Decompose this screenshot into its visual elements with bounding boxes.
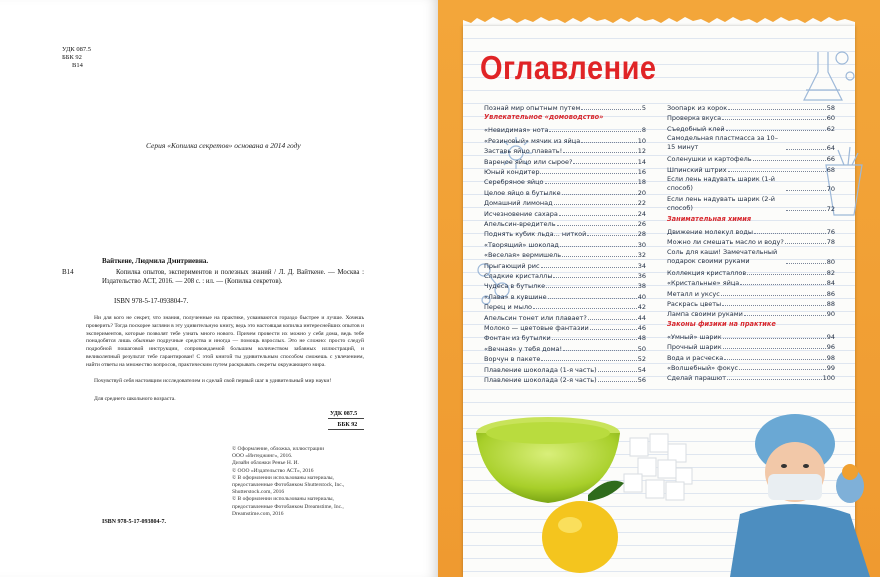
toc-entry[interactable] [484,228,646,238]
toc-page-number: 94 [826,332,835,341]
dot-leader [554,204,637,205]
toc-page-number: 24 [637,209,646,218]
toc-entry[interactable] [667,372,835,382]
toc-page-number: 86 [826,289,835,298]
toc-entry[interactable] [667,298,835,308]
toc-entry-title: Фонтан из бутылки [484,334,551,343]
toc-entry[interactable] [484,135,646,145]
toc-entry-title: Апельсин тонет или плавает? [484,313,587,322]
toc-entry[interactable] [484,332,646,342]
dot-leader [562,194,637,195]
toc-entry[interactable] [484,322,646,332]
toc-entry-title: Прыгающий рис [484,261,540,270]
toc-page-number: 80 [826,257,835,266]
dot-leader [598,371,637,372]
toc-page-number: 84 [826,279,835,288]
toc-entry[interactable] [484,208,646,218]
dot-leader [598,381,637,382]
dot-leader [588,319,637,320]
dot-leader [541,267,637,268]
dot-leader [728,109,826,110]
toc-entry-title: Зоопарк из корок [667,104,728,112]
toc-entry-title: «Веселая» вермишель [484,251,562,260]
toc-entry-title: Соль для каши! Замечательный подарок своими руками [667,247,778,265]
toc-page-number: 98 [826,353,835,362]
dot-leader [590,329,637,330]
dot-leader [563,350,637,351]
toc-section-heading: Увлекательное «домоводство» [484,113,604,122]
dot-leader [723,338,826,339]
toc-page-number: 96 [826,343,835,352]
toc-entry-title: Познай мир опытным путем [484,104,581,112]
toc-entry[interactable] [484,218,646,228]
toc-entry-title: Раскрась цветы [667,300,722,308]
dot-leader [540,173,636,174]
right-page-contents [438,0,880,577]
toc-entry-title: Плавление шоколада (2-я часть) [484,376,597,384]
dot-leader [548,298,637,299]
toc-page-number: 78 [826,238,835,247]
toc-entry-title: Если лень надувать шарик (2-й способ) [667,195,776,212]
toc-entry[interactable] [667,352,835,362]
left-page-imprint [0,0,438,577]
toc-entry-title: Ворчун в пакете [484,355,541,364]
toc-page-number: 8 [641,126,646,135]
toc-page-number: 90 [826,310,835,319]
toc-entry-title: Заставь яйцо плавать! [484,147,563,156]
toc-entry[interactable] [484,187,646,197]
sugar-cubes-image [618,430,698,505]
copyright-line: предоставленные Фотобанком Shutterstock, Inc., [232,482,345,489]
page-title: Оглавление [480,50,657,87]
copyright-line: © ООО «Издательство АСТ», 2016 [232,467,314,474]
dot-leader [724,359,825,360]
dot-leader [739,369,826,370]
toc-entry[interactable] [484,197,646,207]
toc-entry-title: «Умный» шарик [667,332,722,341]
toc-page-number: 40 [637,292,646,301]
dot-leader [747,274,826,275]
toc-entry-title: «Кристальные» яйца [667,279,740,288]
divider [328,418,364,419]
dot-leader [740,284,825,285]
dot-leader [573,163,636,164]
toc-page-number: 12 [637,147,646,156]
toc-page-number: 28 [637,230,646,239]
toc-entry[interactable] [484,291,646,301]
toc-entry-title: Перец и мыло [484,303,532,312]
call-number-side: В14 [62,268,74,276]
dot-leader [744,315,826,316]
toc-entry[interactable] [484,270,646,280]
toc-page-number: 22 [637,199,646,208]
dot-leader [727,379,822,380]
toc-page-number: 18 [637,178,646,187]
toc-entry-title: «Волшебный» фокус [667,364,739,372]
bibliographic-text: Копилка опытов, экспериментов и полезных знаний / Л. Д. Вайткене. — Москва : Издательство АСТ, 2016. — 208 с. : ил. — (Копилка секретов). [102,269,364,285]
toc-entry[interactable] [667,133,835,152]
toc-page-number: 42 [637,303,646,312]
toc-entry[interactable] [484,124,646,134]
copyright-block [232,446,372,518]
dot-leader [722,305,826,306]
copyright-line: Дизайн обложки Ренье Н. И. [232,460,299,467]
toc-entry-title: Металл и уксус [667,289,720,298]
toc-page-number: 14 [637,157,646,166]
dot-leader [553,277,636,278]
toc-page-number: 54 [637,365,646,374]
bibliographic-record [102,268,364,286]
toc-page-number: 38 [637,282,646,291]
toc-entry-title: Соленушки и картофель [667,155,752,164]
toc-entry[interactable] [484,364,646,374]
toc-page-number: 88 [826,300,835,308]
toc-page-number: 72 [826,205,835,213]
toc-entry[interactable] [484,312,646,322]
dot-leader [559,215,637,216]
toc-entry-title: Юный кондитер [484,168,540,176]
toc-entry[interactable] [667,236,835,246]
toc-page-number: 52 [637,355,646,364]
child-scientist-image [710,404,880,577]
toc-entry-title: Плавление шоколада (1-я часть) [484,365,597,374]
dot-leader [562,256,637,257]
toc-page-number: 34 [637,261,646,270]
toc-page-number: 58 [826,104,835,112]
dot-leader [785,243,826,244]
toc-entry-title: Исчезновение сахара [484,209,558,218]
dot-leader [786,210,826,211]
dot-leader [541,360,636,361]
toc-entry-title: Чудеса в бутылке [484,282,546,291]
toc-entry[interactable] [667,341,835,351]
toc-entry[interactable] [667,331,835,341]
toc-entry[interactable] [667,194,835,213]
toc-entry-title: Сладкие кристаллы [484,272,553,280]
toc-entry-title: Если лень надувать шарик (1-й способ) [667,175,776,192]
toc-entry-title: Самодельная пластмасса за 10–15 минут [667,134,778,152]
dot-leader [560,246,637,247]
toc-entry[interactable] [667,362,835,372]
toc-section-heading: Законы физики на практике [667,319,776,328]
toc-entry[interactable] [484,343,646,353]
dot-leader [754,233,826,234]
dot-leader [726,130,826,131]
udk-block [62,46,91,70]
copyright-line: Dreamstime.com, 2016 [232,510,284,517]
toc-page-number: 66 [826,155,835,164]
toc-entry-title: Сделай парашют [667,374,727,383]
copyright-line: © В оформлении использованы материалы, [232,474,334,481]
copyright-line: ООО «Интеджинг», 2016. [232,453,293,460]
toc-entry-title: «Вечная» у тебя дома! [484,344,563,353]
toc-page-number: 76 [826,228,835,236]
toc-page-number: 44 [637,313,646,322]
toc-page-number: 68 [826,165,835,174]
toc-entry[interactable] [484,374,646,384]
toc-entry-title: Домашний лимонад [484,199,553,208]
toc-entry-title: Молоко — цветовые фантазии [484,324,589,332]
toc-entry-title: Апельсин-вредитель [484,220,556,228]
isbn-line [102,297,188,305]
isbn-bottom: ISBN 978-5-17-093804-7. [102,519,166,525]
dot-leader [552,339,637,340]
toc-entry[interactable] [667,226,835,236]
dot-leader [557,225,637,226]
udk-bottom [330,410,357,429]
toc-entry[interactable] [484,102,646,112]
dot-leader [786,263,826,264]
toc-entry-title: Вареное яйцо или сырое? [484,157,573,166]
toc-entry-title: Вода и расческа [667,353,724,362]
toc-entry-title: «Невидимая» нота [484,126,549,135]
lemon-image [538,475,628,577]
dot-leader [563,152,636,153]
bbk-bottom-code: ББК 92 [337,422,358,428]
toc-entry-title: Съедобный клей [667,124,725,133]
age-note: Для среднего школьного возраста. [94,396,176,402]
toc-page-number: 5 [641,104,646,112]
toc-page-number: 82 [826,268,835,277]
toc-entry[interactable] [667,267,835,277]
toc-entry-title: Коллекция кристаллов [667,268,747,277]
dot-leader [533,308,637,309]
bbk-code: ББК 92 [62,54,82,61]
call-number: В14 [72,62,83,69]
toc-page-number: 50 [637,344,646,353]
toc-entry[interactable] [484,353,646,363]
dot-leader [786,149,826,150]
dot-leader [587,235,636,236]
toc-entry-title: Движение молекул воды [667,228,753,236]
dot-leader [723,348,826,349]
toc-entry[interactable] [484,166,646,176]
toc-entry[interactable] [667,164,835,174]
toc-page-number: 60 [826,114,835,123]
toc-page-number: 56 [637,376,646,384]
toc-entry-title: «Творящий» шоколад [484,240,559,249]
toc-entry-title: Можно ли смешать масло и воду? [667,238,784,247]
toc-page-number: 30 [637,240,646,249]
toc-page-number: 100 [822,374,835,383]
toc-page-number: 20 [637,188,646,197]
toc-page-number: 62 [826,124,835,133]
toc-page-number: 16 [637,168,646,176]
toc-right-column [667,102,835,422]
dot-leader [546,287,637,288]
toc-entry-title: Шпинский штрих [667,165,727,174]
toc-page-number: 48 [637,334,646,343]
annotation: Ни для кого не секрет, что знания, полученные на практике, усваиваются гораздо быстрее и лучше. Хочешь проверить? Тогда поскорее загляни в эту удивительную книгу, ведь это настоящая копилка интереснейших опытов и экспериментов, которые позволят тебе узнать много нового. Причем провести их можно у себя дома, ведь тебе понадобятся лишь обычные подручные средства и иногда — помощь взрослых. Это не сложно: просто следуй подробной пошаговой инструкции, сопровождаемой большим количеством забавных иллюстраций, и великолепный результат тебе гарантирован! С этой книгой ты удивительным способом сможешь с увлечением, найти ответы на множество вопросов, практическим путем раскрывать секреты окружающего мира. [86,315,364,368]
dot-leader [722,119,826,120]
series-note: Серия «Копилка секретов» основана в 2014 году [146,141,301,150]
toc-page-number: 10 [637,136,646,145]
udk-code: УДК 087.5 [62,46,91,53]
dot-leader [545,183,637,184]
toc-entry-title: «Резиновый» мячик из яйца [484,136,581,145]
copyright-line: Shutterstock.com, 2016 [232,489,285,496]
toc-entry[interactable] [484,249,646,259]
udk-bottom-code: УДК 087.5 [330,411,358,417]
toc-entry[interactable] [667,277,835,287]
dot-leader [549,131,640,132]
toc-page-number: 26 [637,220,646,228]
toc-entry[interactable] [484,176,646,186]
toc-entry-title: «Лава» в кувшине [484,292,547,301]
toc-page-number: 64 [826,144,835,153]
toc-entry[interactable] [484,260,646,270]
toc-page-number: 36 [637,272,646,280]
toc-entry-title: Целое яйцо в бутылке [484,188,561,197]
toc-entry[interactable] [667,174,835,193]
divider [328,429,364,430]
copyright-line: © В оформлении использованы материалы, [232,496,334,503]
toc-entry-title: Поднять кубик льда... ниткой [484,230,587,239]
toc-entry-title: Прочный шарик [667,343,722,352]
toc-entry[interactable] [484,145,646,155]
toc-page-number: 99 [826,364,835,372]
dot-leader [581,109,640,110]
toc-entry-title: Лампа своими руками [667,310,743,319]
toc-page-number: 32 [637,251,646,260]
toc-entry[interactable] [667,247,835,266]
dot-leader [728,171,826,172]
dot-leader [721,295,826,296]
toc-entry[interactable] [667,308,835,318]
toc-entry[interactable] [667,153,835,163]
copyright-line: предоставленные Фотобанком Dreamstime, Inc., [232,503,344,510]
toc-entry[interactable] [667,102,835,112]
toc-entry-title: Проверка вкуса [667,114,722,123]
toc-entry-title: Серебряное яйцо [484,178,544,187]
toc-entry[interactable] [667,288,835,298]
toc-entry[interactable] [667,123,835,133]
toc-entry[interactable] [484,239,646,249]
toc-section-heading: Занимательная химия [667,215,752,223]
dot-leader [581,142,637,143]
annotation-closing: Почувствуй себя настоящим исследователем и сделай свой первый шаг в удивительный мир науки! [94,378,332,384]
toc-page-number: 46 [637,324,646,332]
toc-page-number: 70 [826,185,835,193]
toc-entry[interactable] [484,301,646,311]
toc-entry[interactable] [667,112,835,122]
isbn-text: ISBN 978-5-17-093804-7. [114,297,189,305]
toc-left-column [484,102,646,422]
author-heading: Вайткене, Людмила Дмитриевна. [102,257,209,265]
copyright-line: © Оформление, обложка, иллюстрации [232,446,325,452]
toc-entry[interactable] [484,156,646,166]
toc-entry[interactable] [484,280,646,290]
dot-leader [753,160,826,161]
dot-leader [786,190,826,191]
